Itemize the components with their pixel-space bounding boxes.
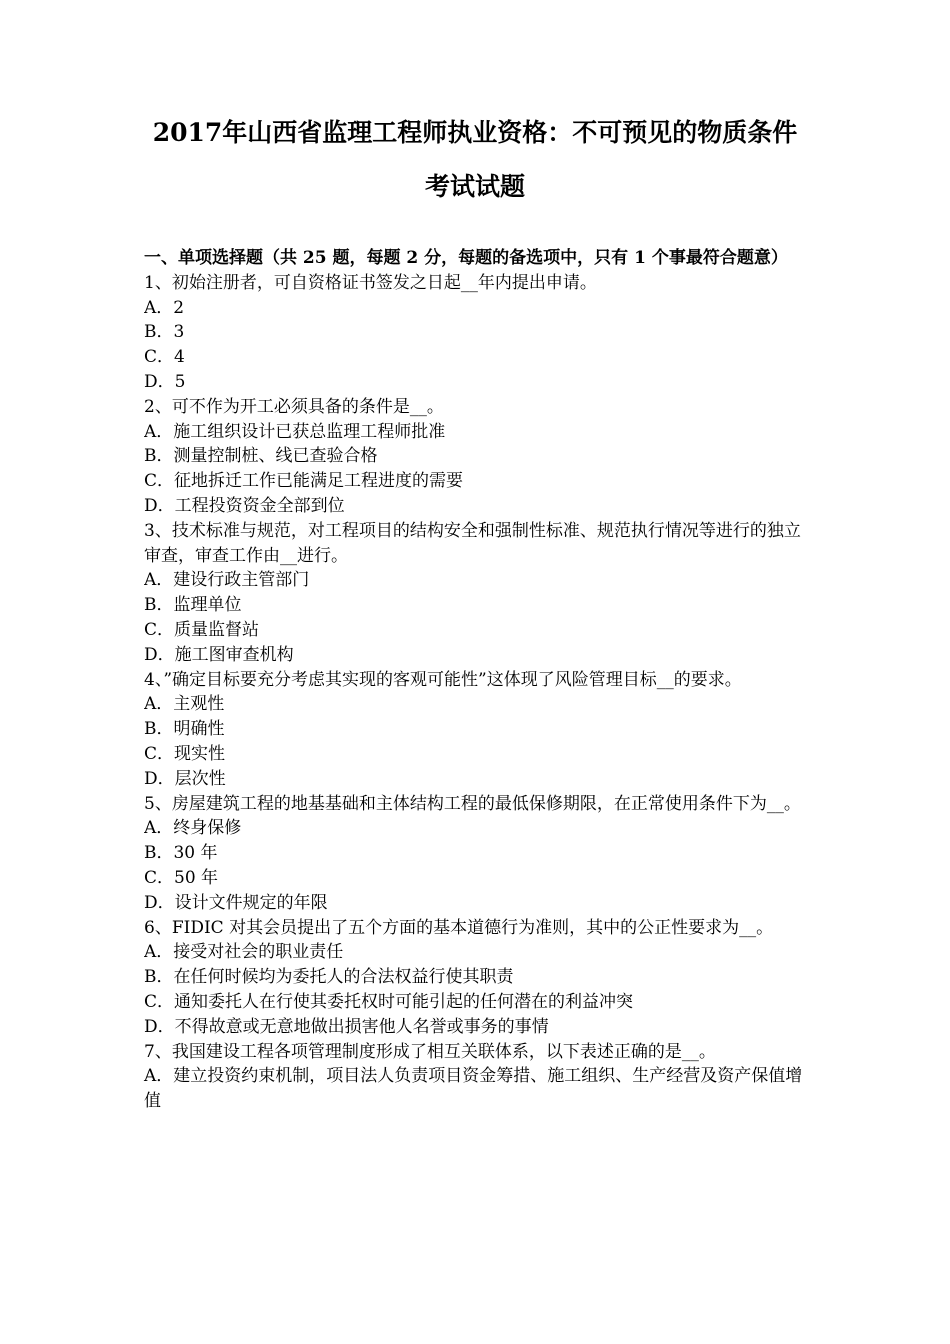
section-heading: 一、单项选择题（共 25 题，每题 2 分，每题的备选项中，只有 1 个事最符合题意） [144, 248, 788, 268]
question-5 [144, 792, 808, 916]
document-title-line1: 2017年山西省监理工程师执业资格：不可预见的物质条件 [152, 118, 798, 147]
option-c: C．质量监督站 [144, 619, 260, 640]
document-title-line2: 考试试题 [424, 172, 525, 201]
question-stem: 2、可不作为开工必须具备的条件是__。 [144, 396, 444, 417]
question-stem: 6、FIDIC 对其会员提出了五个方面的基本道德行为准则，其中的公正性要求为__。 [144, 917, 774, 938]
option-a: A．接受对社会的职业责任 [144, 942, 344, 963]
option-a: A．2 [144, 297, 185, 318]
option-b: B．明确性 [144, 719, 225, 740]
option-b: B．30 年 [144, 843, 218, 864]
option-b: B．测量控制桩、线已查验合格 [144, 446, 378, 467]
option-a: A．终身保修 [144, 818, 242, 839]
question-stem: 5、房屋建筑工程的地基基础和主体结构工程的最低保修期限，在正常使用条件下为__。 [144, 793, 801, 814]
option-c: C．现实性 [144, 743, 226, 764]
option-b: B．3 [144, 322, 185, 343]
question-3 [144, 519, 808, 668]
option-c: C．通知委托人在行使其委托权时可能引起的任何潜在的利益冲突 [144, 991, 634, 1012]
option-c: C．50 年 [144, 867, 219, 888]
option-d: D．施工图审查机构 [144, 644, 294, 665]
option-b: B．监理单位 [144, 595, 242, 616]
question-4 [144, 668, 808, 792]
option-d: D．层次性 [144, 768, 226, 789]
option-a: A．建立投资约束机制，项目法人负责项目资金筹措、施工组织、生产经营及资产保值增值 [144, 1066, 803, 1112]
question-stem: 1、初始注册者，可自资格证书签发之日起__年内提出申请。 [144, 272, 597, 293]
question-6 [144, 916, 808, 1040]
question-1 [144, 271, 808, 395]
option-a: A．建设行政主管部门 [144, 570, 310, 591]
question-2 [144, 395, 808, 519]
question-stem: 3、技术标准与规范，对工程项目的结构安全和强制性标准、规范执行情况等进行的独立审查，审查工作由__进行。 [144, 520, 801, 566]
option-c: C．征地拆迁工作已能满足工程进度的需要 [144, 471, 464, 492]
question-stem: 7、我国建设工程各项管理制度形成了相互关联体系，以下表述正确的是__。 [144, 1041, 716, 1062]
option-d: D．工程投资资金全部到位 [144, 495, 345, 516]
question-7 [144, 1040, 808, 1114]
option-b: B．在任何时候均为委托人的合法权益行使其职责 [144, 967, 514, 988]
option-d: D．5 [144, 371, 186, 392]
option-d: D．设计文件规定的年限 [144, 892, 328, 913]
question-stem: 4、”确定目标要充分考虑其实现的客观可能性”这体现了风险管理目标__的要求。 [144, 669, 742, 690]
option-c: C．4 [144, 347, 185, 368]
document-body [144, 246, 808, 1114]
option-a: A．施工组织设计已获总监理工程师批准 [144, 421, 446, 442]
option-a: A．主观性 [144, 694, 225, 715]
option-d: D．不得故意或无意地做出损害他人名誉或事务的事情 [144, 1016, 549, 1037]
